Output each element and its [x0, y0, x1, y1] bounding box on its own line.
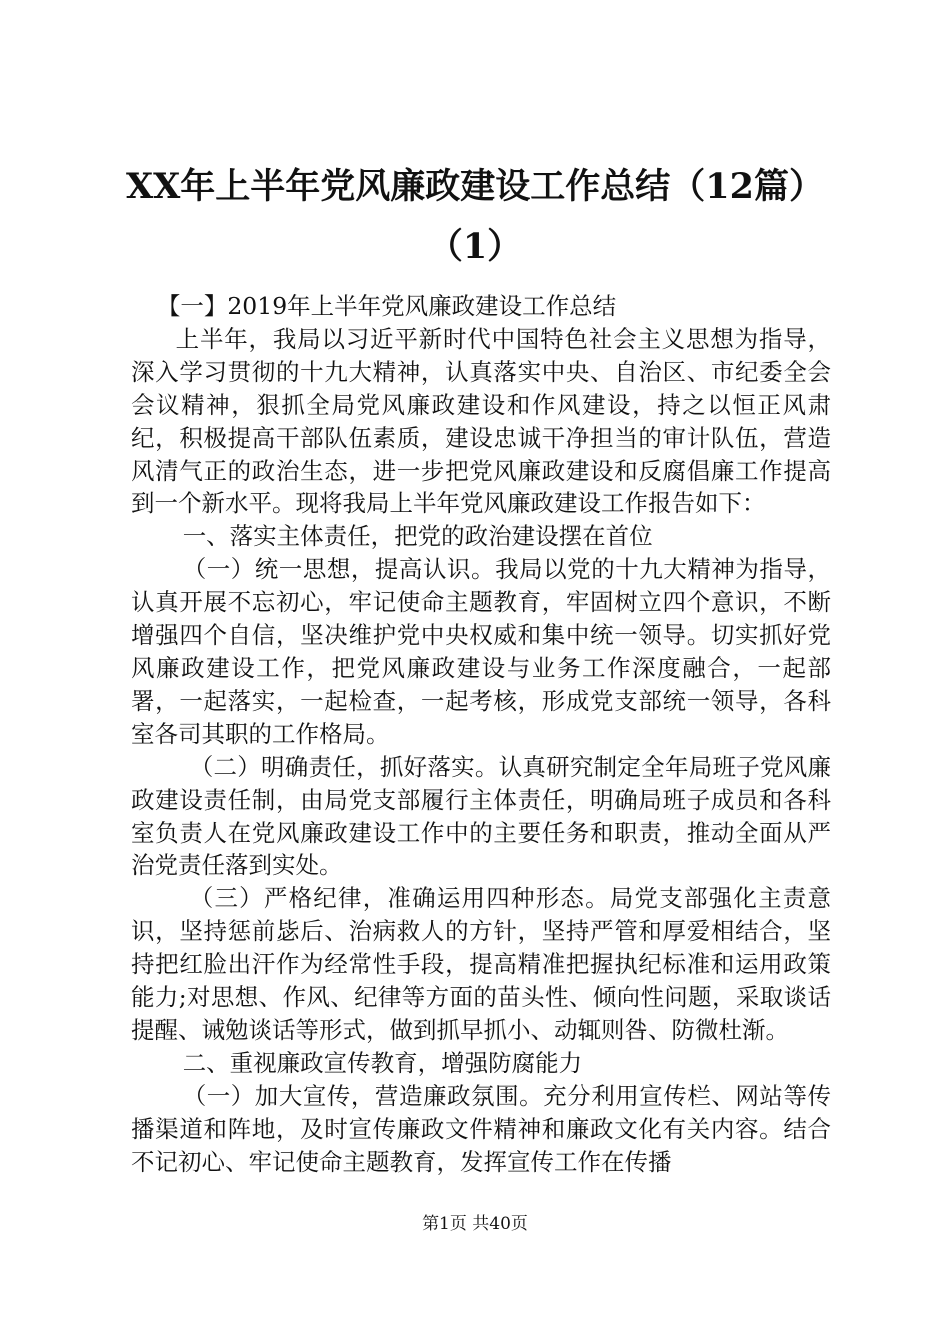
page-number-footer: 第1页 共40页 — [422, 1214, 528, 1234]
article-heading: 【一】2019年上半年党风廉政建设工作总结 — [156, 292, 617, 320]
document-title: XX年上半年党风廉政建设工作总结（12篇） — [125, 166, 825, 207]
document-body — [131, 290, 831, 1178]
section-heading-2: 二、重视廉政宣传教育，增强防腐能力 — [182, 1048, 583, 1077]
paragraph-1-2: （二）明确责任，抓好落实。认真研究制定全年局班子党风廉政建设责任制，由局党支部履行主体责任，明确局班子成员和各科室负责人在党风廉政建设工作中的主要任务和职责，推动全面从严治党责任落到实处。 — [131, 752, 831, 880]
section-heading-1: 一、落实主体责任，把党的政治建设摆在首位 — [182, 522, 653, 551]
paragraph-1-3: （三）严格纪律，准确运用四种形态。局党支部强化主责意识，坚持惩前毖后、治病救人的方针，坚持严管和厚爱相结合，坚持把红脸出汗作为经常性手段，提高精准把握执纪标准和运用政策能力;对思想、作风、纪律等方面的苗头性、倾向性问题，采取谈话提醒、诫勉谈话等形式，做到抓早抓小、动辄则咎、防微杜渐。 — [131, 884, 831, 1044]
paragraph-2-1: （一）加大宣传，营造廉政氛围。充分利用宣传栏、网站等传播渠道和阵地，及时宣传廉政文件精神和廉政文化有关内容。结合不记初心、牢记使命主题教育，发挥宣传工作在传播 — [131, 1081, 831, 1176]
document-title-continuation: （1） — [427, 226, 523, 267]
paragraph-1-1: （一）统一思想，提高认识。我局以党的十九大精神为指导，认真开展不忘初心，牢记使命主题教育，牢固树立四个意识，不断增强四个自信，坚决维护党中央权威和集中统一领导。切实抓好党风廉政建设工作，把党风廉政建设与业务工作深度融合，一起部署，一起落实，一起检查，一起考核，形成党支部统一领导，各科室各司其职的工作格局。 — [131, 555, 831, 748]
intro-paragraph: 上半年，我局以习近平新时代中国特色社会主义思想为指导，深入学习贯彻的十九大精神，认真落实中央、自治区、市纪委全会会议精神，狠抓全局党风廉政建设和作风建设，持之以恒正风肃纪，积极提高干部队伍素质，建设忠诚干净担当的审计队伍，营造风清气正的政治生态，进一步把党风廉政建设和反腐倡廉工作提高到一个新水平。现将我局上半年党风廉政建设工作报告如下： — [131, 324, 831, 518]
